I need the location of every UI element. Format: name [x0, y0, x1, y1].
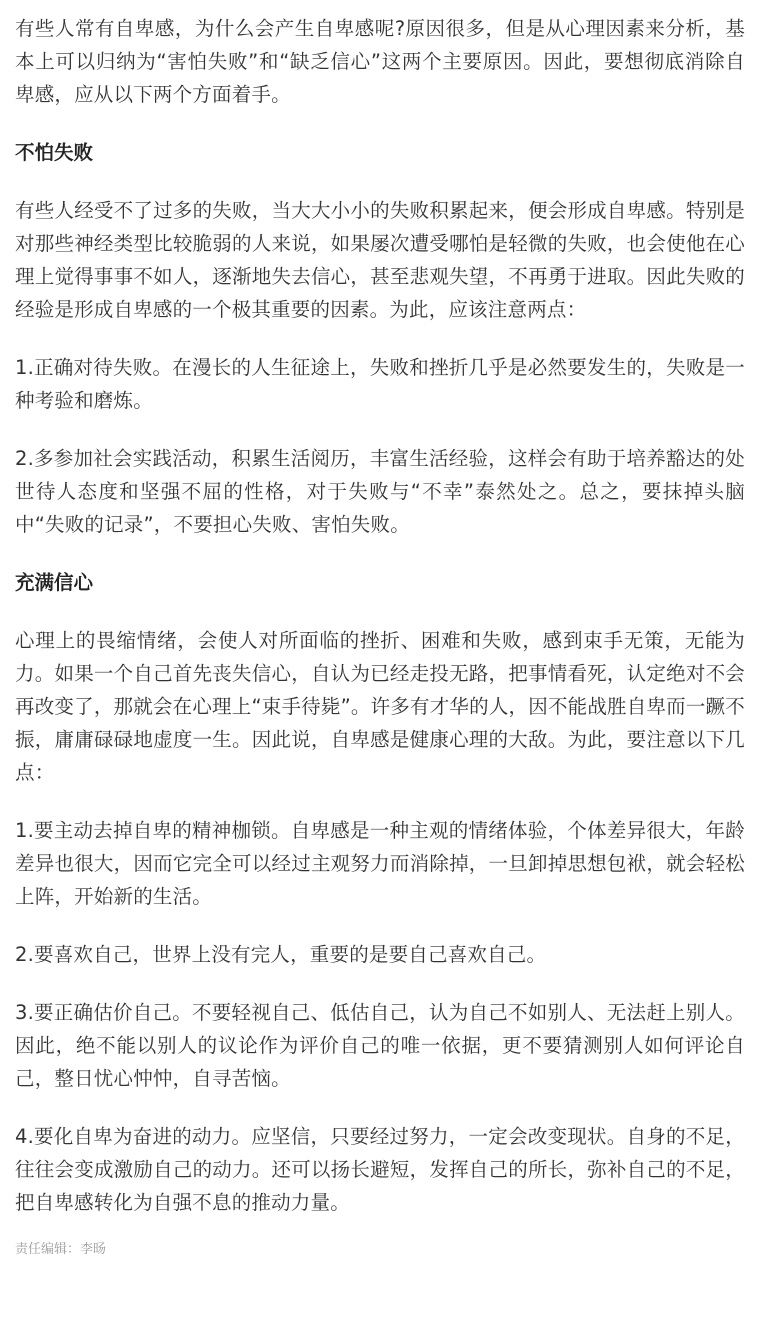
section2-point-1: 1.要主动去掉自卑的精神枷锁。自卑感是一种主观的情绪体验，个体差异很大，年龄差异也很大，因而它完全可以经过主观努力而消除掉，一旦卸掉思想包袱，就会轻松上阵，开始新的生活。	[15, 819, 745, 908]
section-heading-full-of-confidence: 充满信心	[15, 571, 94, 594]
section-heading-no-fear-of-failure: 不怕失败	[15, 141, 94, 164]
section2-point-2: 2.要喜欢自己，世界上没有完人，重要的是要自己喜欢自己。	[15, 943, 547, 966]
section2-point-4: 4.要化自卑为奋进的动力。应坚信，只要经过努力，一定会改变现状。自身的不足，往往会变成激励自己的动力。还可以扬长避短，发挥自己的所长，弥补自己的不足，把自卑感转化为自强不息的推动力量。	[15, 1125, 745, 1214]
section1-point-1: 1.正确对待失败。在漫长的人生征途上，失败和挫折几乎是必然要发生的，失败是一种考验和磨炼。	[15, 356, 745, 412]
section1-paragraph: 有些人经受不了过多的失败，当大大小小的失败积累起来，便会形成自卑感。特别是对那些神经类型比较脆弱的人来说，如果屡次遭受哪怕是轻微的失败，也会使他在心理上觉得事事不如人，逐渐地失去信心，甚至悲观失望，不再勇于进取。因此失败的经验是形成自卑感的一个极其重要的因素。为此，应该注意两点：	[15, 199, 745, 321]
section2-point-3: 3.要正确估价自己。不要轻视自己、低估自己，认为自己不如别人、无法赶上别人。因此，绝不能以别人的议论作为评价自己的唯一依据，更不要猜测别人如何评论自己，整日忧心忡忡，自寻苦恼。	[15, 1001, 745, 1090]
section1-point-2: 2.多参加社会实践活动，积累生活阅历，丰富生活经验，这样会有助于培养豁达的处世待人态度和坚强不屈的性格，对于失败与“不幸”泰然处之。总之，要抹掉头脑中“失败的记录”，不要担心失败、害怕失败。	[15, 447, 745, 536]
responsible-editor: 责任编辑：李旸	[15, 1242, 107, 1257]
intro-paragraph: 有些人常有自卑感，为什么会产生自卑感呢?原因很多，但是从心理因素来分析，基本上可以归纳为“害怕失败”和“缺乏信心”这两个主要原因。因此，要想彻底消除自卑感，应从以下两个方面着手。	[15, 17, 745, 106]
section2-paragraph: 心理上的畏缩情绪，会使人对所面临的挫折、困难和失败，感到束手无策，无能为力。如果一个自己首先丧失信心，自认为已经走投无路，把事情看死，认定绝对不会再改变了，那就会在心理上“束手待毙”。许多有才华的人，因不能战胜自卑而一蹶不振，庸庸碌碌地虚度一生。因此说，自卑感是健康心理的大敌。为此，要注意以下几点：	[15, 629, 745, 784]
